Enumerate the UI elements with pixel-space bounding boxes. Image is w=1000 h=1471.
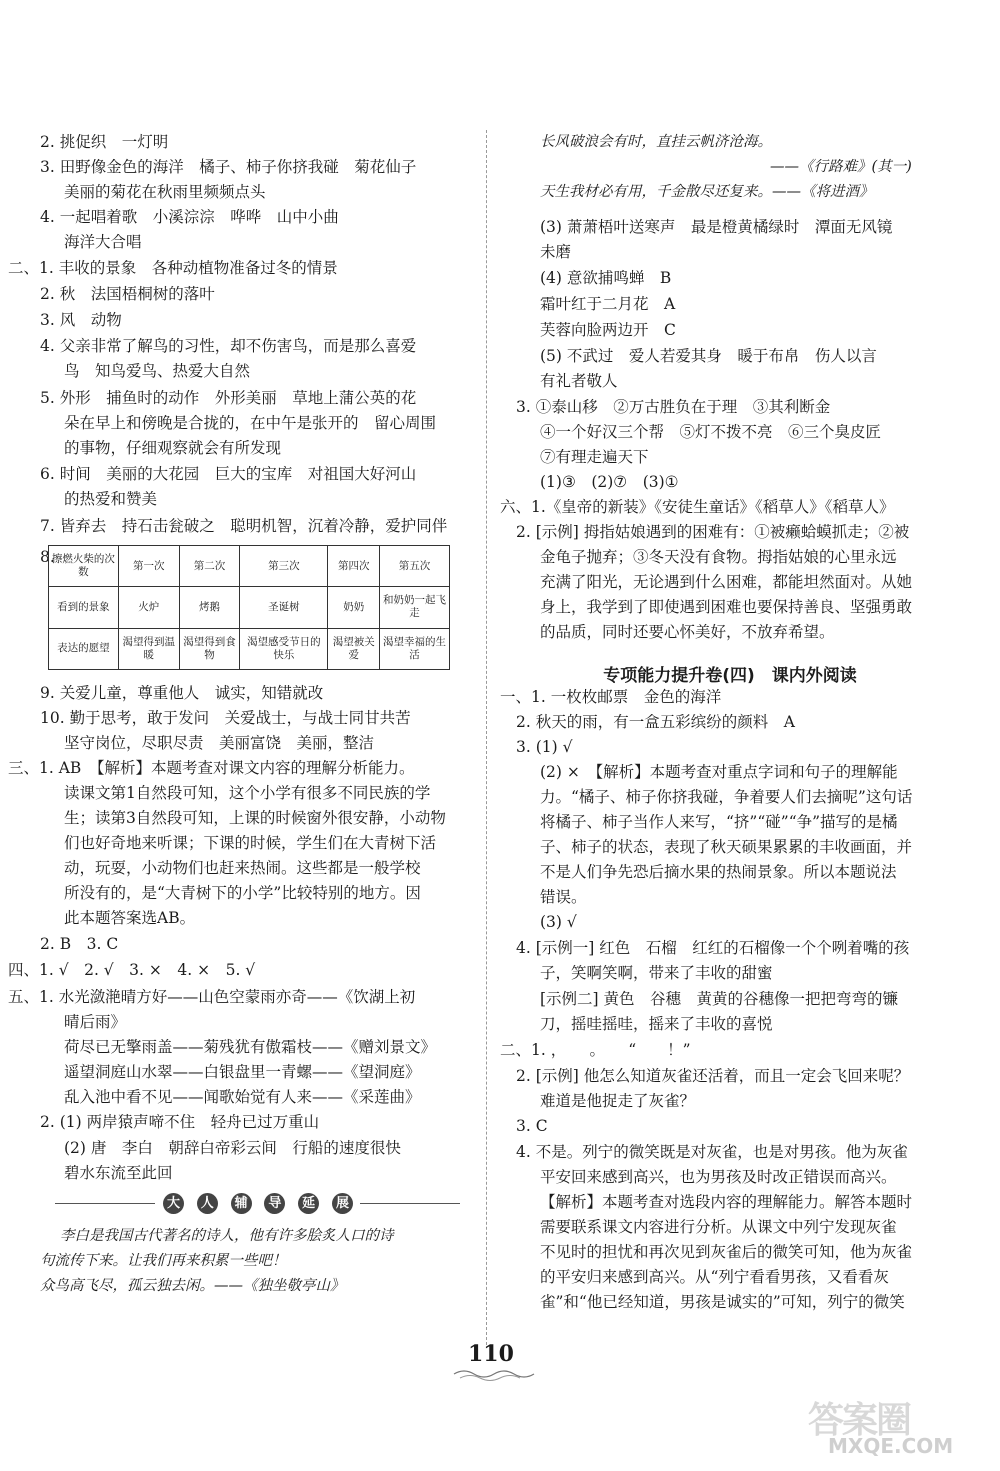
text-line: 芙蓉向脸两边开 C xyxy=(540,321,676,339)
watermark-main: 答案圈 xyxy=(808,1400,911,1441)
table-cell: 渴望感受节日的快乐 xyxy=(240,628,328,669)
column-divider xyxy=(486,130,487,1345)
text-line: ——《行路难》(其一) xyxy=(770,159,912,175)
text-line: 需要联系课文内容进行分析。从课文中列宁发现灰雀 xyxy=(540,1218,897,1236)
table-row xyxy=(49,587,450,628)
text-line: 碧水东流至此回 xyxy=(64,1164,173,1182)
table-cell: 火炉 xyxy=(118,587,179,628)
table-cell: 圣诞树 xyxy=(240,587,328,628)
text-line: 六、1.《皇帝的新装》《安徒生童话》《稻草人》《稻草人》 xyxy=(500,498,895,516)
text-line: 错误。 xyxy=(540,888,587,906)
text-line: 4. 父亲非常了解鸟的习性，却不伤害鸟，而是那么喜爱 xyxy=(40,337,417,355)
text-line: (5) 不武过 爱人若爱其身 暖于布帛 伤人以言 xyxy=(540,347,877,365)
text-line: 坚守岗位，尽职尽责 美丽富饶 美丽，整洁 xyxy=(64,734,375,752)
text-line: 所没有的，是“大青树下的小学”比较特别的地方。因 xyxy=(64,884,421,902)
text-line: 有礼者敬人 xyxy=(540,372,618,390)
text-line: 天生我材必有用，千金散尽还复来。——《将进酒》 xyxy=(540,184,874,200)
text-line: 的品质，同时还要心怀美好，不放弃希望。 xyxy=(540,623,835,641)
table-header-cell: 第三次 xyxy=(240,546,328,587)
banner-char: 导 xyxy=(264,1193,285,1214)
table-cell: 奶奶 xyxy=(328,587,380,628)
text-line: [示例二] 黄色 谷穗 黄黄的谷穗像一把把弯弯的镰 xyxy=(540,990,899,1008)
text-line: 此本题答案选AB。 xyxy=(64,909,196,927)
text-line: 7. 皆弃去 持石击瓮破之 聪明机智，沉着冷静，爱护同伴 xyxy=(40,517,448,535)
text-line: 9. 关爱儿童，尊重他人 诚实，知错就改 xyxy=(40,684,324,702)
banner-char: 展 xyxy=(332,1193,353,1214)
text-line: (4) 意欲捕鸣蝉 B xyxy=(540,269,672,287)
watermark-url: MXQE.COM xyxy=(828,1434,954,1458)
text-line: 动，玩耍，小动物们也赶来热闹。这些都是一般学校 xyxy=(64,859,421,877)
table-header-cell: 第一次 xyxy=(118,546,179,587)
text-line: 的平安归来感到高兴。从“列宁看看男孩，又看看灰 xyxy=(540,1268,889,1286)
table-header-cell: 第五次 xyxy=(380,546,450,587)
watermark-logo xyxy=(808,1392,978,1462)
text-line: 读课文第1自然段可知，这个小学有很多不同民族的学 xyxy=(64,784,431,802)
text-line: 句流传下来。让我们再来积累一些吧！ xyxy=(40,1253,287,1269)
table-cell: 看到的景象 xyxy=(49,587,119,628)
table-cell: 和奶奶一起飞走 xyxy=(380,587,450,628)
text-line: 李白是我国古代著名的诗人，他有许多脍炙人口的诗 xyxy=(60,1228,394,1244)
text-line: 2. [示例] 他怎么知道灰雀还活着，而且一定会飞回来呢？ xyxy=(516,1067,910,1085)
text-line: 朵在早上和傍晚是合拢的，在中午是张开的 留心周围 xyxy=(64,414,437,432)
text-line: 2. 秋 法国梧桐树的落叶 xyxy=(40,285,215,303)
text-line: 3. 风 动物 xyxy=(40,311,122,329)
table-cell: 烤鹅 xyxy=(179,587,240,628)
text-line: ④一个好汉三个帮 ⑤灯不拨不亮 ⑥三个臭皮匠 xyxy=(540,423,882,441)
text-line: 雀”和“他已经知道，男孩是诚实的”可知，列宁的微笑 xyxy=(540,1293,905,1311)
text-line: 不是人们争先恐后摘水果的热闹景象。所以本题说法 xyxy=(540,863,897,881)
text-line: 6. 时间 美丽的大花园 巨大的宝库 对祖国大好河山 xyxy=(40,465,417,483)
table-header-cell: 第二次 xyxy=(179,546,240,587)
text-line: 霜叶红于二月花 A xyxy=(540,295,676,313)
text-line: 身上，我学到了即使遇到困难也要保持善良、坚强勇敢 xyxy=(540,598,913,616)
answer-table-8 xyxy=(48,545,450,670)
text-line: 3. C xyxy=(516,1117,548,1135)
text-line: 们也好奇地来听课；下课的时候，学生们在大青树下活 xyxy=(64,834,437,852)
text-line: 4. 不是。列宁的微笑既是对灰雀，也是对男孩。他为灰雀 xyxy=(516,1143,908,1161)
extension-banner xyxy=(55,1193,460,1215)
text-line: (2) 唐 李白 朝辞白帝彩云间 行船的速度很快 xyxy=(64,1139,401,1157)
banner-char: 辅 xyxy=(231,1193,252,1214)
text-line: 长风破浪会有时，直挂云帆济沧海。 xyxy=(540,134,772,150)
text-line: 2. 秋天的雨，有一盒五彩缤纷的颜料 A xyxy=(516,713,795,731)
table-cell: 表达的愿望 xyxy=(49,628,119,669)
table-cell: 渴望被关爱 xyxy=(328,628,380,669)
text-line: 鸟 知鸟爱鸟、热爱大自然 xyxy=(64,362,251,380)
text-line: 未磨 xyxy=(540,243,572,261)
table-header-cell: 擦燃火柴的次数 xyxy=(49,546,119,587)
text-line: 【解析】本题考查对选段内容的理解能力。解答本题时 xyxy=(540,1193,913,1211)
text-line: ⑦有理走遍天下 xyxy=(540,448,649,466)
table-cell: 渴望幸福的生活 xyxy=(380,628,450,669)
text-line: 2. [示例] 拇指姑娘遇到的困难有：①被癞蛤蟆抓走；②被 xyxy=(516,523,910,541)
text-line: 刀，摇哇摇哇，摇来了丰收的喜悦 xyxy=(540,1015,773,1033)
banner-rule-right xyxy=(360,1203,460,1204)
text-line: (1)③ (2)⑦ (3)① xyxy=(540,473,679,491)
text-line: 金龟子抛弃；③冬天没有食物。拇指姑娘的心里永远 xyxy=(540,548,897,566)
text-line: 2. B 3. C xyxy=(40,935,119,953)
text-line: 5. 外形 捕鱼时的动作 外形美丽 草地上蒲公英的花 xyxy=(40,389,417,407)
text-line: 3. (1) √ xyxy=(516,738,573,756)
text-line: 二、1. 丰收的景象 各种动植物准备过冬的情景 xyxy=(8,259,338,277)
banner-title xyxy=(163,1193,353,1214)
banner-rule-left xyxy=(55,1203,155,1204)
text-line: 充满了阳光，无论遇到什么困难，都能坦然面对。从她 xyxy=(540,573,913,591)
text-line: 3. ①泰山移 ②万古胜负在于理 ③其利断金 xyxy=(516,398,831,416)
table-row xyxy=(49,628,450,669)
text-line: 三、1. AB 【解析】本题考查对课文内容的理解分析能力。 xyxy=(8,759,415,777)
text-line: 难道是他捉走了灰雀？ xyxy=(540,1092,696,1110)
text-line: 众鸟高飞尽，孤云独去闲。——《独坐敬亭山》 xyxy=(40,1278,345,1294)
table-cell: 渴望得到食物 xyxy=(179,628,240,669)
text-line: 将橘子、柿子当作人来写，“挤”“碰”“争”描写的是橘 xyxy=(540,813,898,831)
text-line: 4. [示例一] 红色 石榴 红红的石榴像一个个咧着嘴的孩 xyxy=(516,939,910,957)
text-line: 3. 田野像金色的海洋 橘子、柿子你挤我碰 菊花仙子 xyxy=(40,158,417,176)
text-line: 海洋大合唱 xyxy=(64,233,142,251)
text-line: 乱入池中看不见——闻歌始觉有人来——《采莲曲》 xyxy=(64,1088,421,1106)
text-line: 五、1. 水光潋滟晴方好——山色空蒙雨亦奇——《饮湖上初 xyxy=(8,988,416,1006)
text-line: 2. 挑促织 一灯明 xyxy=(40,133,169,151)
text-line: 子、柿子的状态，表现了秋天硕果累累的丰收画面，并 xyxy=(540,838,913,856)
text-line: 生；读第3自然段可知，上课的时候窗外很安静，小动物 xyxy=(64,809,446,827)
text-line: 的热爱和赞美 xyxy=(64,490,158,508)
text-line: 荷尽已无擎雨盖——菊残犹有傲霜枝——《赠刘景文》 xyxy=(64,1038,437,1056)
text-line: 的事物，仔细观察就会有所发现 xyxy=(64,439,282,457)
text-line: 10. 勤于思考，敢于发问 关爱战士，与战士同甘共苦 xyxy=(40,709,411,727)
wave-ornament-icon xyxy=(452,1366,542,1382)
text-line: 一、1. 一枚枚邮票 金色的海洋 xyxy=(500,688,722,706)
text-line: 子，笑啊笑啊，带来了丰收的甜蜜 xyxy=(540,964,773,982)
text-line: 晴后雨》 xyxy=(64,1013,127,1031)
text-line: 4. 一起唱着歌 小溪淙淙 哗哗 山中小曲 xyxy=(40,208,339,226)
text-line: 平安回来感到高兴，也为男孩及时改正错误而高兴。 xyxy=(540,1168,897,1186)
text-line: 四、1. √ 2. √ 3. × 4. × 5. √ xyxy=(8,961,256,979)
banner-char: 延 xyxy=(298,1193,319,1214)
page-number: 110 xyxy=(468,1341,514,1367)
text-line: 8. xyxy=(40,548,55,566)
text-line: (2) × 【解析】本题考查对重点字词和句子的理解能 xyxy=(540,763,898,781)
table-cell: 渴望得到温暖 xyxy=(118,628,179,669)
text-line: 力。“橘子、柿子你挤我碰，争着要人们去摘呢”这句话 xyxy=(540,788,913,806)
banner-char: 人 xyxy=(197,1193,218,1214)
text-line: 二、1. ， 。 “ ！” xyxy=(500,1041,691,1059)
text-line: 美丽的菊花在秋雨里频频点头 xyxy=(64,183,266,201)
text-line: (3) √ xyxy=(540,913,577,931)
text-line: 不见时的担忧和再次见到灰雀后的微笑可知，他为灰雀 xyxy=(540,1243,913,1261)
text-line: 2. (1) 两岸猿声啼不住 轻舟已过万重山 xyxy=(40,1113,320,1131)
banner-char: 大 xyxy=(163,1193,184,1214)
text-line: 遥望洞庭山水翠——白银盘里一青螺——《望洞庭》 xyxy=(64,1063,421,1081)
section-title: 专项能力提升卷(四) 课内外阅读 xyxy=(603,666,857,686)
text-line: (3) 萧萧梧叶送寒声 最是橙黄橘绿时 潭面无风镜 xyxy=(540,218,893,236)
table-header-cell: 第四次 xyxy=(328,546,380,587)
